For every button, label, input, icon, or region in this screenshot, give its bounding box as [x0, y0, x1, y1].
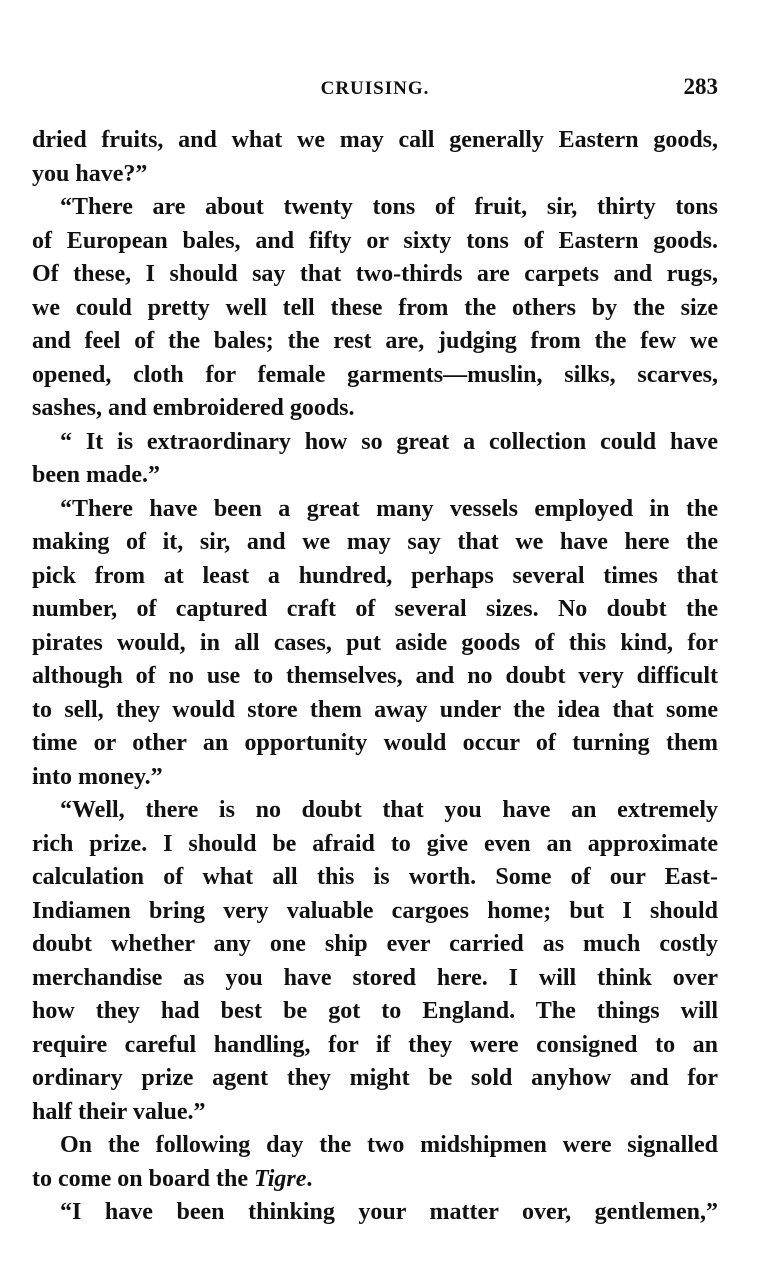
text-line: Indiamen bring very valuable cargoes home; but I should	[32, 897, 718, 924]
text-line: Of these, I should say that two-thirds are carpets and rugs,	[32, 261, 718, 287]
text-line: how they had best be got to England. The things will	[32, 998, 718, 1024]
text-line: pick from at least a hundred, perhaps several times that	[32, 562, 718, 589]
text-line: “I have been thinking your matter over, gentlemen,”	[60, 1199, 718, 1225]
text-line: calculation of what all this is worth. Some of our East-	[32, 864, 718, 890]
text-line: time or other an opportunity would occur of turning them	[32, 730, 718, 756]
text-line: number, of captured craft of several sizes. No doubt the	[32, 596, 718, 622]
text-line: rich prize. I should be afraid to give even an approximate	[32, 830, 718, 857]
text-line: require careful handling, for if they were consigned to an	[32, 1031, 718, 1058]
text-line: into money.”	[32, 763, 163, 790]
paragraph	[32, 426, 718, 493]
text-line: half their value.”	[32, 1098, 206, 1125]
text-line: of European bales, and fifty or sixty tons of Eastern goods.	[32, 227, 718, 254]
text-line: On the following day the two midshipmen were signalled	[60, 1132, 718, 1158]
paragraph	[32, 1129, 718, 1196]
page-number: 283	[683, 74, 718, 99]
page-header	[32, 74, 718, 104]
paragraph	[32, 191, 718, 426]
text-segment: to come on board the	[32, 1165, 254, 1192]
text-line: although of no use to themselves, and no doubt very difficult	[32, 663, 718, 689]
text-line: opened, cloth for female garments—muslin, silks, scarves,	[32, 361, 718, 388]
book-page	[32, 74, 718, 1230]
ship-name: Tigre	[253, 1165, 307, 1192]
text-line: making of it, sir, and we may say that we have here the	[32, 529, 718, 555]
text-line: ordinary prize agent they might be sold anyhow and for	[32, 1065, 718, 1091]
text-line: “There have been a great many vessels employed in the	[60, 495, 718, 522]
paragraph	[32, 794, 718, 1129]
running-title: CRUISING.	[320, 78, 430, 99]
paragraph	[32, 493, 718, 795]
paragraph	[32, 124, 718, 191]
text-line: pirates would, in all cases, put aside goods of this kind, for	[32, 629, 718, 656]
text-line: we could pretty well tell these from the others by the size	[32, 294, 718, 321]
text-line: merchandise as you have stored here. I will think over	[32, 964, 718, 991]
text-line: “Well, there is no doubt that you have an extremely	[60, 797, 718, 823]
text-line: you have?”	[32, 160, 148, 187]
text-line: doubt whether any one ship ever carried as much costly	[32, 931, 718, 957]
text-line: sashes, and embroidered goods.	[32, 395, 355, 421]
text-segment: .	[306, 1165, 313, 1192]
text-line: to sell, they would store them away under the idea that some	[32, 696, 718, 723]
paragraph	[32, 1196, 718, 1230]
text-line: “ It is extraordinary how so great a collection could have	[60, 428, 718, 455]
text-line: been made.”	[32, 462, 160, 488]
text-line: dried fruits, and what we may call generally Eastern goods,	[32, 127, 718, 153]
body-text	[32, 124, 718, 1230]
text-line: “There are about twenty tons of fruit, sir, thirty tons	[60, 194, 718, 220]
text-line	[32, 1163, 718, 1197]
text-line: and feel of the bales; the rest are, judging from the few we	[32, 328, 718, 354]
